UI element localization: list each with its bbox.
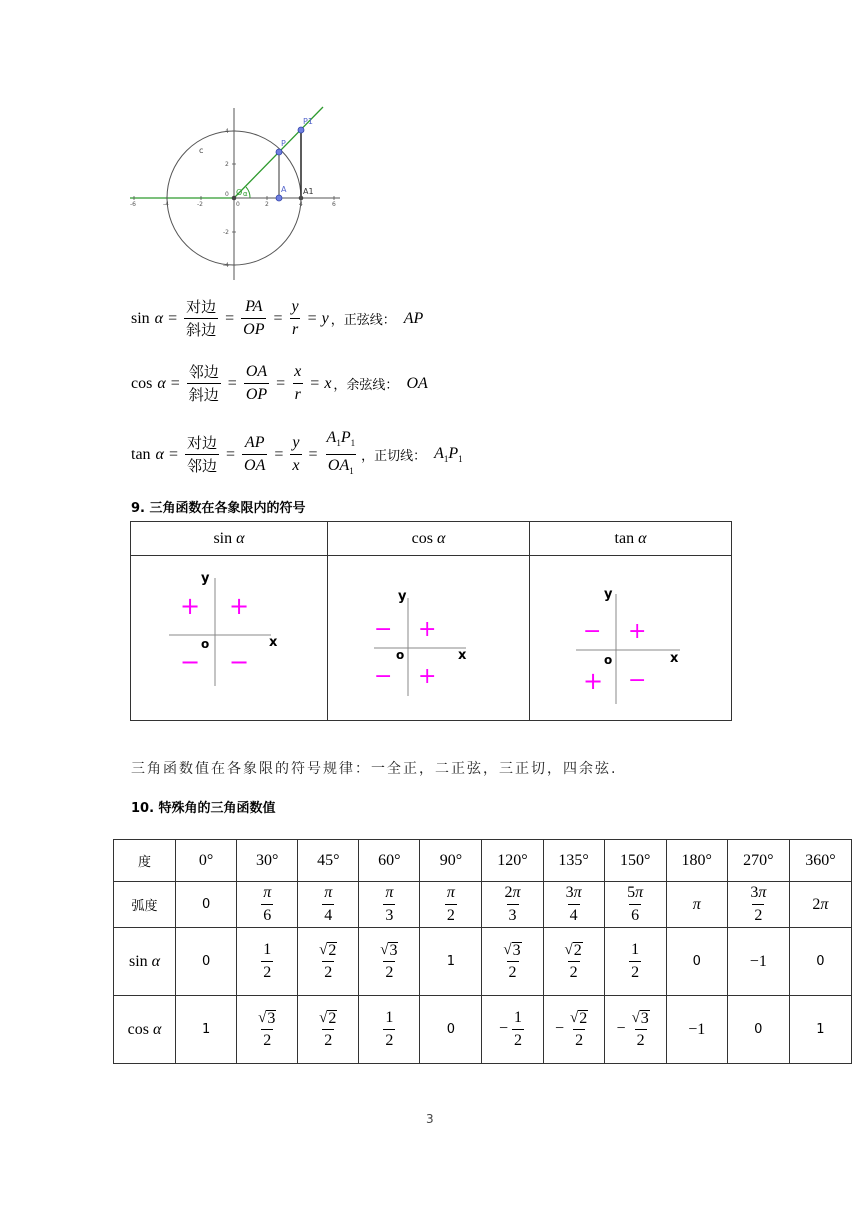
header-tan: tan α <box>530 522 732 556</box>
svg-text:o: o <box>604 653 613 667</box>
page-number: 3 <box>426 1112 434 1126</box>
svg-text:x: x <box>670 651 679 666</box>
sign-table <box>130 521 732 721</box>
svg-text:P1: P1 <box>303 117 313 126</box>
svg-text:−: − <box>583 619 602 644</box>
svg-text:2: 2 <box>265 201 269 208</box>
svg-text:x: x <box>458 648 467 663</box>
radian-row: 弧度 0 $\frac{\pi}{6}$ $\frac{\pi}{4}$ $\frac{\pi}{3}$ $\frac{\pi}{2}$ $\frac{2\pi}{3}$ $\frac{3\pi}{4}$ $\frac{5\pi}{6}$ π $\frac{3\pi}{2}$ 2π <box>114 882 852 928</box>
svg-text:−: − <box>229 648 250 676</box>
svg-text:+: + <box>180 592 201 620</box>
cos-row: cos α 1 √ 3 2 √ 2 2 $\frac{1}{2}$ 0 − $\frac{1}{2}$ − √ 2 2 − √ 3 2 −1 0 1 <box>114 996 852 1064</box>
svg-text:−: − <box>180 648 201 676</box>
sign-rule-text: 三角函数值在各象限的符号规律：一全正，二正弦，三正切，四余弦. <box>131 761 618 777</box>
svg-text:y: y <box>201 571 210 586</box>
svg-text:-2: -2 <box>197 201 203 208</box>
tan-formula: tan α = $\frac{\text{对边}}{\text{邻边}}$ = $\frac{AP}{OA}$ = $\frac{y}{x}$ = $\frac{A_1P_1}{OA_1}$ ，正切线： $A_1P_1$ <box>131 428 463 481</box>
svg-text:4: 4 <box>225 128 229 135</box>
header-cos: cos α <box>328 522 530 556</box>
svg-text:+: + <box>628 619 647 644</box>
svg-text:x: x <box>269 635 278 650</box>
tan-quadrants <box>530 556 732 721</box>
cos-formula: cos α = $\frac{\text{邻边}}{\text{斜边}}$ = $\frac{OA}{OP}$ = $\frac{x}{r}$ = x ，余弦线： OA <box>131 363 428 404</box>
svg-text:o: o <box>396 648 405 662</box>
svg-text:-4: -4 <box>163 201 169 208</box>
svg-text:-2: -2 <box>223 229 229 236</box>
svg-text:α: α <box>243 190 248 198</box>
svg-text:A1: A1 <box>303 187 314 196</box>
svg-text:−: − <box>628 668 647 693</box>
header-sin: sin α <box>131 522 328 556</box>
svg-text:−: − <box>374 617 393 642</box>
sin-formula: sin α = $\frac{\text{对边}}{\text{斜边}}$ = $\frac{PA}{OP}$ = $\frac{y}{r}$ = y ，正弦线： AP <box>131 298 424 339</box>
svg-text:-6: -6 <box>130 201 136 208</box>
svg-text:-4: -4 <box>223 262 229 269</box>
section-9-title: 9. 三角函数在各象限内的符号 <box>131 501 306 516</box>
sin-row: sin α 0 $\frac{1}{2}$ √ 2 2 √ 3 2 1 √ 3 2 √ 2 2 $\frac{1}{2}$ 0 −1 0 <box>114 928 852 996</box>
svg-text:+: + <box>583 667 604 695</box>
svg-text:6: 6 <box>332 201 336 208</box>
svg-text:0: 0 <box>236 201 240 208</box>
svg-text:o: o <box>201 637 210 651</box>
svg-text:+: + <box>229 592 250 620</box>
svg-text:A: A <box>281 185 287 194</box>
svg-text:0: 0 <box>225 191 229 198</box>
section-10-title: 10. 特殊角的三角函数值 <box>131 801 276 816</box>
unit-circle-graph <box>125 100 345 285</box>
svg-text:y: y <box>398 589 407 604</box>
svg-text:2: 2 <box>225 161 229 168</box>
svg-text:4: 4 <box>299 201 303 208</box>
svg-text:+: + <box>418 664 437 689</box>
cos-quadrants <box>328 556 530 721</box>
special-values-table <box>113 839 852 1064</box>
svg-text:y: y <box>604 587 613 602</box>
degree-row: 度 0° 30° 45° 60° 90° 120° 135° 150° 180° 270° 360° <box>114 840 852 882</box>
svg-text:+: + <box>418 617 437 642</box>
svg-text:−: − <box>374 664 393 689</box>
svg-text:P: P <box>281 139 286 148</box>
sin-quadrants <box>131 556 328 721</box>
svg-text:c: c <box>199 146 204 155</box>
svg-text:O: O <box>236 188 243 197</box>
